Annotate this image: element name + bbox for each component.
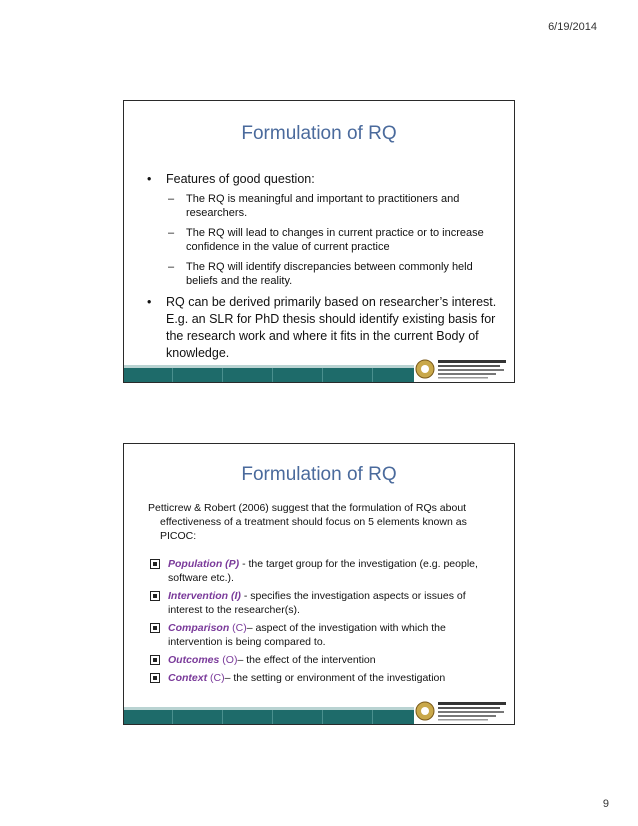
page-number: 9 [602, 798, 609, 810]
picoc-term: Population (P) [168, 558, 240, 570]
slide-title: Formulation of RQ [241, 123, 397, 144]
footer-bar [124, 365, 414, 382]
slide-footer [124, 698, 514, 724]
boxed-square-icon [150, 655, 160, 665]
dash-icon: – [168, 193, 175, 205]
sub-bullet-text: The RQ will lead to changes in current practice or to increase confidence in the value of current practice [186, 227, 484, 253]
boxed-square-icon [150, 623, 160, 633]
picoc-desc: – aspect of the investigation with which the intervention is being compared to. [168, 622, 446, 648]
sub-bullet-text: The RQ is meaningful and important to practitioners and researchers. [186, 193, 460, 219]
picoc-abbr: (O) [219, 654, 238, 666]
sub-bullet-item [144, 192, 502, 220]
university-logo-icon [415, 699, 510, 723]
footer-marker [180, 718, 188, 725]
picoc-item-context [148, 671, 500, 685]
picoc-desc: - the target group for the investigation (e.g. people, software etc.). [168, 558, 478, 584]
picoc-term: Context [168, 672, 208, 684]
picoc-desc: - specifies the investigation aspects or issues of interest to the researcher(s). [168, 590, 466, 616]
dash-icon: – [168, 227, 175, 239]
footer-marker [180, 376, 188, 383]
dash-icon: – [168, 261, 175, 273]
picoc-item-population [148, 557, 500, 585]
picoc-desc: – the setting or environment of the investigation [224, 672, 446, 684]
picoc-item-outcomes [148, 653, 500, 667]
picoc-term: Comparison [168, 622, 230, 634]
bullet-text: RQ can be derived primarily based on researcher’s interest. E.g. an SLR for PhD thesis should identify existing basis for the research work and where it fits in the current Body of knowledge. [166, 295, 497, 360]
slide-2 [123, 443, 515, 725]
sub-bullet-text: The RQ will identify discrepancies between commonly held beliefs and the reality. [186, 261, 473, 287]
intro-paragraph: Petticrew & Robert (2006) suggest that the formulation of RQs about effectiveness of a treatment should focus on 5 elements known as PICOC: [148, 502, 467, 542]
slide-body [148, 501, 500, 689]
slide-footer [124, 356, 514, 382]
boxed-square-icon [150, 559, 160, 569]
boxed-square-icon [150, 673, 160, 683]
slide-body [144, 171, 502, 366]
boxed-square-icon [150, 591, 160, 601]
sub-bullet-item [144, 260, 502, 288]
bullet-text: Features of good question: [166, 172, 315, 186]
bullet-dot-icon: • [147, 295, 152, 309]
slide-1 [123, 100, 515, 383]
picoc-term: Outcomes [168, 654, 220, 666]
picoc-abbr: (C) [207, 672, 225, 684]
sub-bullet-item [144, 226, 502, 254]
page-date: 6/19/2014 [548, 21, 597, 33]
picoc-item-intervention [148, 589, 500, 617]
bullet-item [144, 171, 502, 188]
slide-title: Formulation of RQ [241, 464, 397, 485]
footer-bar [124, 707, 414, 724]
picoc-abbr: (C) [229, 622, 247, 634]
picoc-term: Intervention (I) [168, 590, 241, 602]
bullet-dot-icon: • [147, 172, 152, 186]
university-logo-icon [415, 357, 510, 381]
bullet-item [144, 294, 502, 362]
picoc-desc: – the effect of the intervention [237, 654, 376, 666]
picoc-item-comparison [148, 621, 500, 649]
